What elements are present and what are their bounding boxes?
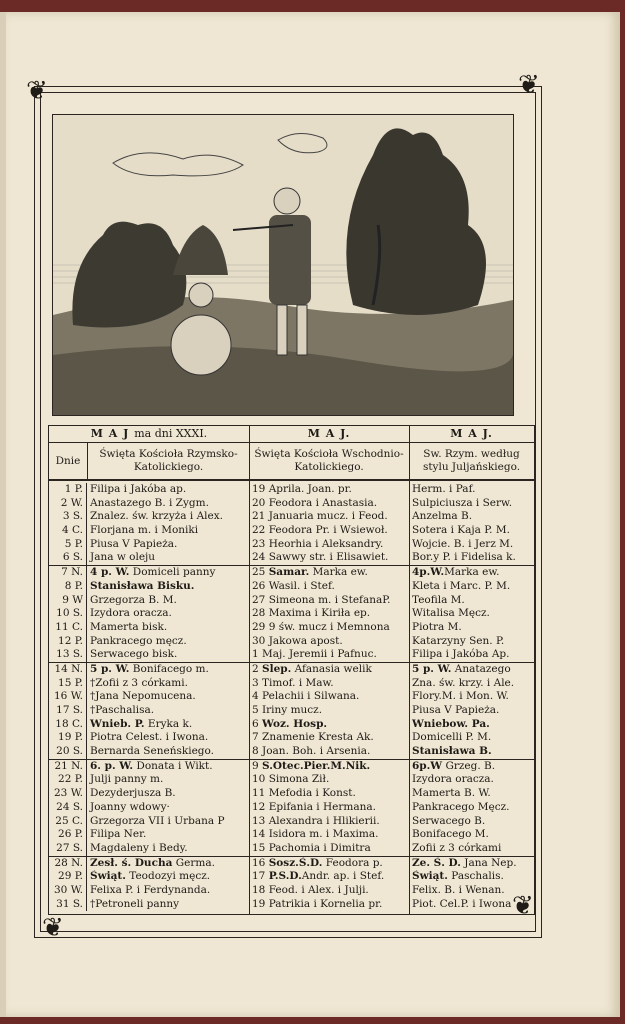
calendar-row xyxy=(49,745,249,759)
julian-feast: Filipa i Jakóba Ap. xyxy=(412,648,510,661)
column-title: M A J. xyxy=(409,426,534,443)
roman-feasts-label: Święta Kościoła Rzymsko-Katolickiego. xyxy=(99,448,238,473)
roman-feast: †Zofii z 3 córkami. xyxy=(90,676,188,689)
julian-feast: Zofii z 3 córkami xyxy=(412,841,502,854)
roman-feast: Piusa V Papieża. xyxy=(90,537,178,550)
julian-feast: 6p.W Grzeg. B. xyxy=(409,759,534,774)
julian-feast: Izydora oracza. xyxy=(412,773,494,786)
column-title: M A J. xyxy=(249,426,409,443)
julian-feast: Serwacego B. xyxy=(412,814,486,827)
roman-feast: Serwacego bisk. xyxy=(90,648,178,661)
roman-feast: Bernarda Seneńskiego. xyxy=(90,745,214,758)
calendar-row xyxy=(49,690,249,704)
eastern-feast: 6 Woz. Hosp. xyxy=(252,717,328,730)
calendar-row xyxy=(49,635,249,649)
julian-feast: Herm. i Paf. xyxy=(412,483,476,495)
roman-feast: †Petroneli panny xyxy=(90,897,180,910)
day-number: 16 W. xyxy=(49,690,87,704)
eastern-feast: 4 Pelachii i Silwana. xyxy=(252,690,360,703)
calendar-row xyxy=(49,607,249,621)
calendar-row xyxy=(49,884,249,898)
roman-feast: Pankracego męcz. xyxy=(90,634,187,647)
eastern-feast: 7 Znamenie Kresta Ak. xyxy=(252,731,374,744)
day-number: 13 S. xyxy=(49,648,87,662)
eastern-feast: 13 Alexandra i Hlikierii. xyxy=(252,814,380,827)
roman-feast: Grzegorza VII i Urbana P xyxy=(90,814,225,827)
julian-feast: Katarzyny Sen. P. xyxy=(412,634,505,647)
eastern-feast: 8 Joan. Boh. i Arsenia. xyxy=(252,745,371,758)
day-number: 30 W. xyxy=(49,884,87,898)
eastern-feast: 9 S.Otec.Pier.M.Nik. xyxy=(249,759,409,774)
eastern-feast: 1 Maj. Jeremii i Pafnuc. xyxy=(252,648,377,661)
eastern-feast: 18 Feod. i Alex. i Julji. xyxy=(252,883,369,896)
may-calendar-table xyxy=(48,425,535,915)
julian-feast: Teofila M. xyxy=(412,593,465,606)
day-number: 8 P. xyxy=(49,580,87,594)
corner-ornament-icon: ❦ xyxy=(26,76,48,106)
roman-feast: 5 p. W. Bonifacego m. xyxy=(90,662,209,675)
day-number: 14 N. xyxy=(49,663,87,677)
julian-feast: Bonifacego M. xyxy=(412,828,489,841)
roman-feast: Grzegorza B. M. xyxy=(90,593,177,606)
calendar-row xyxy=(49,524,249,538)
day-number: 5 P. xyxy=(49,538,87,552)
julian-feast: Sotera i Kaja P. M. xyxy=(412,524,510,537)
calendar-row xyxy=(49,842,249,856)
calendar-row xyxy=(49,870,249,884)
julian-feast: Domicelli P. M. xyxy=(412,731,492,744)
roman-feast: Zesł. ś. Ducha Germa. xyxy=(90,856,215,869)
julian-feast: Anzelma B. xyxy=(412,510,473,523)
julian-feast: Flory.M. i Mon. W. xyxy=(412,690,509,703)
julian-feast: Zna. św. krzy. i Ale. xyxy=(412,676,515,689)
day-number: 9 W xyxy=(49,594,87,608)
calendar-row xyxy=(49,510,249,524)
julian-feast: Stanisława B. xyxy=(412,745,492,758)
calendar-row xyxy=(49,704,249,718)
day-number: 3 S. xyxy=(49,510,87,524)
roman-feast: 4 p. W. Domiceli panny xyxy=(90,566,216,579)
roman-feast: Stanisława Bisku. xyxy=(90,579,195,592)
day-number: 28 N. xyxy=(49,857,87,871)
calendar-row xyxy=(49,898,249,912)
eastern-feast: 14 Isidora m. i Maxima. xyxy=(252,828,379,841)
calendar-row xyxy=(49,648,249,662)
day-number: 17 S. xyxy=(49,704,87,718)
children-in-landscape-picture xyxy=(53,115,513,415)
julian-feast: Bor.y P. i Fidelisa k. xyxy=(412,551,516,564)
roman-catholic-column xyxy=(49,426,250,914)
month-day-count: ma dni XXXI. xyxy=(134,427,208,440)
eastern-feast: 29 9 św. mucz i Memnona xyxy=(252,620,390,633)
eastern-feast: 30 Jakowa apost. xyxy=(252,634,343,647)
julian-feast: Piotra M. xyxy=(412,620,462,633)
julian-feast: Kleta i Marc. P. M. xyxy=(412,579,511,592)
day-number: 4 C. xyxy=(49,524,87,538)
roman-feast: Filipa i Jakóba ap. xyxy=(90,483,187,495)
day-number: 25 C. xyxy=(49,815,87,829)
engraving-illustration xyxy=(52,114,514,416)
julian-feast: Piot. Cel.P. i Iwona xyxy=(412,897,512,910)
roman-feast: Piotra Celest. i Iwona. xyxy=(90,731,209,744)
day-number: 7 N. xyxy=(49,566,87,580)
eastern-feast: 24 Sawwy str. i Elisawiet. xyxy=(252,551,389,564)
day-number: 22 P. xyxy=(49,773,87,787)
eastern-feast: 21 Januaria mucz. i Feod. xyxy=(252,510,388,523)
julian-feast: Felix. B. i Wenan. xyxy=(412,883,505,896)
calendar-row xyxy=(49,731,249,745)
julian-feast: Świąt. Paschalis. xyxy=(412,870,504,883)
julian-feast: 4p.W.Marka ew. xyxy=(409,565,534,580)
eastern-feast: 11 Mefodia i Konst. xyxy=(252,787,356,800)
month-name: M A J xyxy=(90,427,130,440)
eastern-feast: 15 Pachomia i Dimitra xyxy=(252,841,371,854)
calendar-row xyxy=(49,497,249,511)
eastern-feast: 25 Samar. Marka ew. xyxy=(249,565,409,580)
julian-rows xyxy=(409,481,534,911)
day-number: 6 S. xyxy=(49,551,87,565)
roman-feast: Świąt. Teodozyi męcz. xyxy=(90,870,211,883)
eastern-feast: 27 Simeona m. i StefanaP. xyxy=(252,593,391,606)
roman-feast: Izydora oracza. xyxy=(90,607,172,620)
roman-feast: †Paschalisa. xyxy=(90,704,155,716)
calendar-row xyxy=(49,828,249,842)
julian-feast: Wniebow. Pa. xyxy=(412,717,490,730)
column-title xyxy=(49,426,249,443)
calendar-row xyxy=(49,787,249,801)
day-number: 11 C. xyxy=(49,621,87,635)
roman-feast: Dezyderjusza B. xyxy=(90,787,176,800)
roman-feast: Mamerta bisk. xyxy=(90,620,168,633)
calendar-row xyxy=(49,483,249,497)
calendar-row xyxy=(49,718,249,732)
day-number: 2 W. xyxy=(49,497,87,511)
roman-feast: Anastazego B. i Zygm. xyxy=(90,496,209,509)
julian-feast: Piusa V Papieża. xyxy=(412,704,500,716)
roman-feast: 6. p. W. Donata i Wikt. xyxy=(90,759,213,772)
julian-feast: Wojcie. B. i Jerz M. xyxy=(412,537,514,550)
julian-column xyxy=(409,426,534,914)
roman-feast: Filipa Ner. xyxy=(90,828,147,841)
calendar-row xyxy=(49,677,249,691)
corner-ornament-icon: ❦ xyxy=(518,70,540,100)
calendar-row xyxy=(49,594,249,608)
julian-feast: 5 p. W. Anatazego xyxy=(409,662,534,677)
day-number: 10 S. xyxy=(49,607,87,621)
day-number: 23 W. xyxy=(49,787,87,801)
day-number: 12 P. xyxy=(49,635,87,649)
day-number: 19 P. xyxy=(49,731,87,745)
eastern-feast: 20 Feodora i Anastasia. xyxy=(252,496,378,509)
calendar-row xyxy=(49,759,249,774)
corner-ornament-icon: ❦ xyxy=(42,913,64,943)
day-number: 18 C. xyxy=(49,718,87,732)
calendar-row xyxy=(49,773,249,787)
roman-feast: Jana w oleju xyxy=(90,551,156,564)
eastern-catholic-column xyxy=(249,426,410,914)
julian-feast: Ze. Ś. D. Jana Nep. xyxy=(409,856,534,871)
eastern-feast: 17 P.S.D.Andr. ap. i Stef. xyxy=(252,870,385,883)
julian-feast: Mamerta B. W. xyxy=(412,787,491,800)
roman-feast: †Jana Nepomucena. xyxy=(90,690,196,703)
calendar-row xyxy=(49,815,249,829)
day-number: 1 P. xyxy=(49,483,87,497)
day-number: 24 S. xyxy=(49,801,87,815)
julian-feasts-label: Sw. Rzym. według stylu Juljańskiego. xyxy=(409,443,534,481)
calendar-row xyxy=(49,662,249,677)
eastern-feast: 19 Aprila. Joan. pr. xyxy=(252,483,352,495)
julian-feast: Pankracego Męcz. xyxy=(412,800,510,813)
day-number: 20 S. xyxy=(49,745,87,759)
eastern-feast: 26 Wasil. i Stef. xyxy=(252,579,335,592)
days-label: Dnie xyxy=(49,443,88,479)
column-subheader xyxy=(49,443,249,481)
day-number: 27 S. xyxy=(49,842,87,856)
eastern-feast: 2 Slep. Afanasia welik xyxy=(249,662,409,677)
calendar-row xyxy=(49,856,249,871)
roman-feast: Julji panny m. xyxy=(90,773,164,786)
calendar-row xyxy=(49,621,249,635)
eastern-feasts-label: Święta Kościoła Wschodnio-Katolickiego. xyxy=(249,443,409,481)
calendar-row xyxy=(49,801,249,815)
day-number: 29 P. xyxy=(49,870,87,884)
day-number: 26 P. xyxy=(49,828,87,842)
eastern-feast: 10 Simona Ził. xyxy=(252,773,330,786)
eastern-feast: 28 Maxima i Kiriła ep. xyxy=(252,607,371,620)
eastern-feast: 23 Heorhia i Aleksandry. xyxy=(252,537,384,550)
roman-feast: Wnieb. P. Eryka k. xyxy=(90,717,193,730)
eastern-feast: 16 Sosz.Ś.D. Feodora p. xyxy=(249,856,409,871)
day-number: 31 S. xyxy=(49,898,87,912)
calendar-row xyxy=(49,565,249,580)
day-number: 21 N. xyxy=(49,760,87,774)
julian-feast: Witalisa Męcz. xyxy=(412,607,490,620)
roman-feast: Florjana m. i Moniki xyxy=(90,524,199,537)
roman-feast: Felixa P. i Ferdynanda. xyxy=(90,883,211,896)
eastern-feast: 19 Patrikia i Kornelia pr. xyxy=(252,897,383,910)
eastern-feast: 5 Iriny mucz. xyxy=(252,704,323,716)
corner-ornament-icon: ❦ xyxy=(512,891,534,921)
calendar-row xyxy=(49,580,249,594)
eastern-rows xyxy=(249,481,409,911)
roman-feast: Magdaleny i Bedy. xyxy=(90,841,188,854)
calendar-row xyxy=(49,551,249,565)
eastern-feast: 12 Epifania i Hermana. xyxy=(252,800,376,813)
roman-rows xyxy=(49,481,249,911)
eastern-feast: 3 Timof. i Maw. xyxy=(252,676,334,689)
calendar-row xyxy=(49,538,249,552)
julian-feast: Sulpiciusza i Serw. xyxy=(412,496,513,509)
eastern-feast: 22 Feodora Pr. i Wsiewoł. xyxy=(252,524,388,537)
day-number: 15 P. xyxy=(49,677,87,691)
roman-feast: Znalez. św. krzyża i Alex. xyxy=(90,510,223,523)
roman-feast: Joanny wdowy· xyxy=(90,800,170,813)
